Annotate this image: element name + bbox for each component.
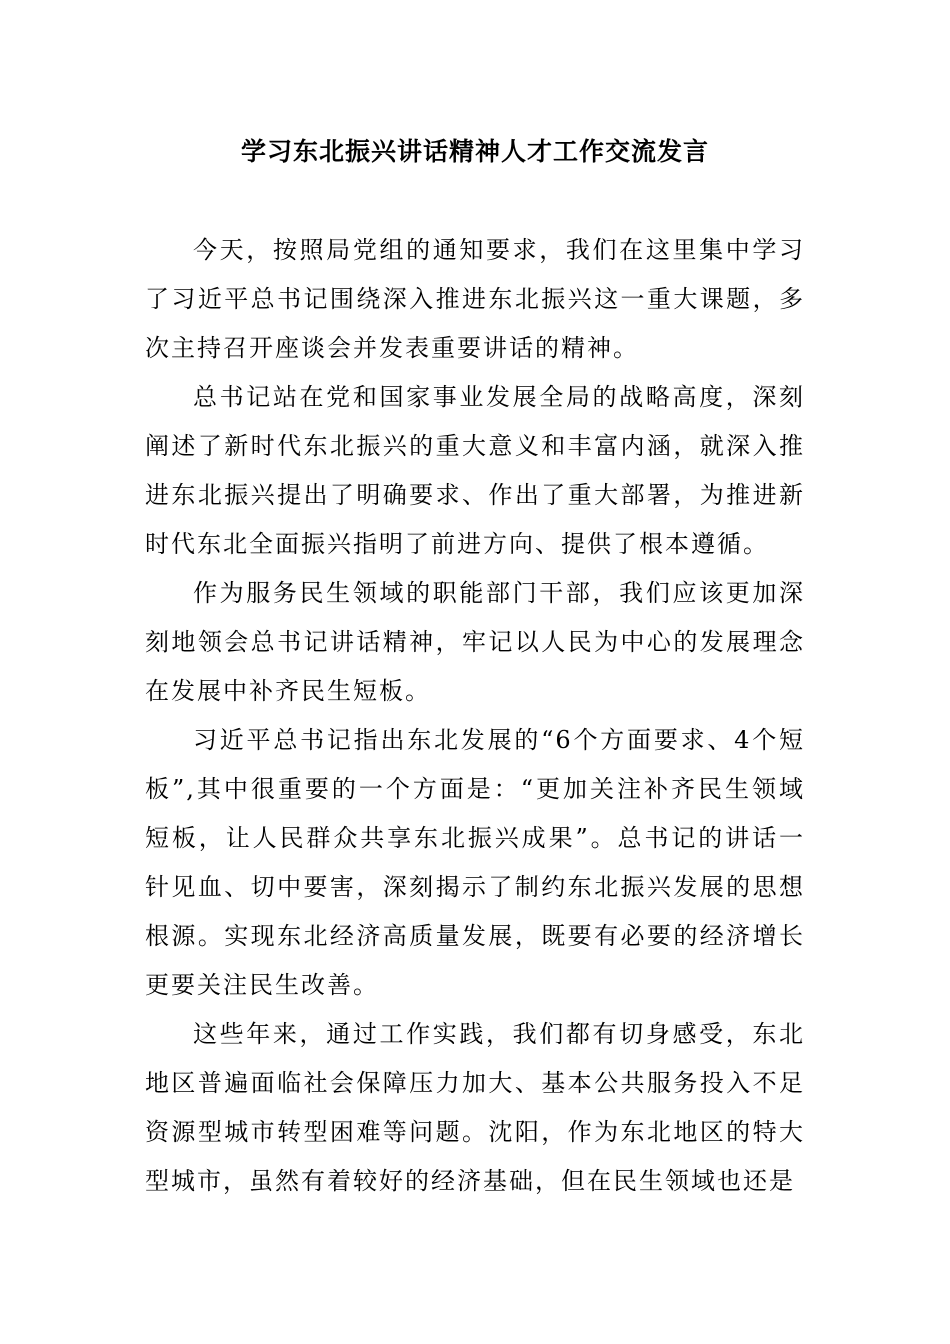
- paragraph-2: 总书记站在党和国家事业发展全局的战略高度，深刻阐述了新时代东北振兴的重大意义和丰富内涵，就深入推进东北振兴提出了明确要求、作出了重大部署，为推进新时代东北全面振兴指明了前进方向、提供了根本遵循。: [145, 383, 805, 558]
- document-title: 学习东北振兴讲话精神人才工作交流发言: [240, 137, 709, 166]
- paragraph-4: 习近平总书记指出东北发展的“6个方面要求、4个短板”,其中很重要的一个方面是：“更加关注补齐民生领域短板，让人民群众共享东北振兴成果”。总书记的讲话一针见血、切中要害，深刻揭示了制约东北振兴发展的思想根源。实现东北经济高质量发展，既要有必要的经济增长更要关注民生改善。: [145, 726, 805, 999]
- paragraph-1: 今天，按照局党组的通知要求，我们在这里集中学习了习近平总书记围绕深入推进东北振兴这一重大课题，多次主持召开座谈会并发表重要讲话的精神。: [145, 236, 805, 362]
- paragraph-3: 作为服务民生领域的职能部门干部，我们应该更加深刻地领会总书记讲话精神，牢记以人民为中心的发展理念在发展中补齐民生短板。: [145, 579, 805, 705]
- document-body: [145, 226, 805, 1206]
- paragraph-5: 这些年来，通过工作实践，我们都有切身感受，东北地区普遍面临社会保障压力加大、基本公共服务投入不足资源型城市转型困难等问题。沈阳，作为东北地区的特大型城市，虽然有着较好的经济基础，但在民生领域也还是: [145, 1020, 805, 1195]
